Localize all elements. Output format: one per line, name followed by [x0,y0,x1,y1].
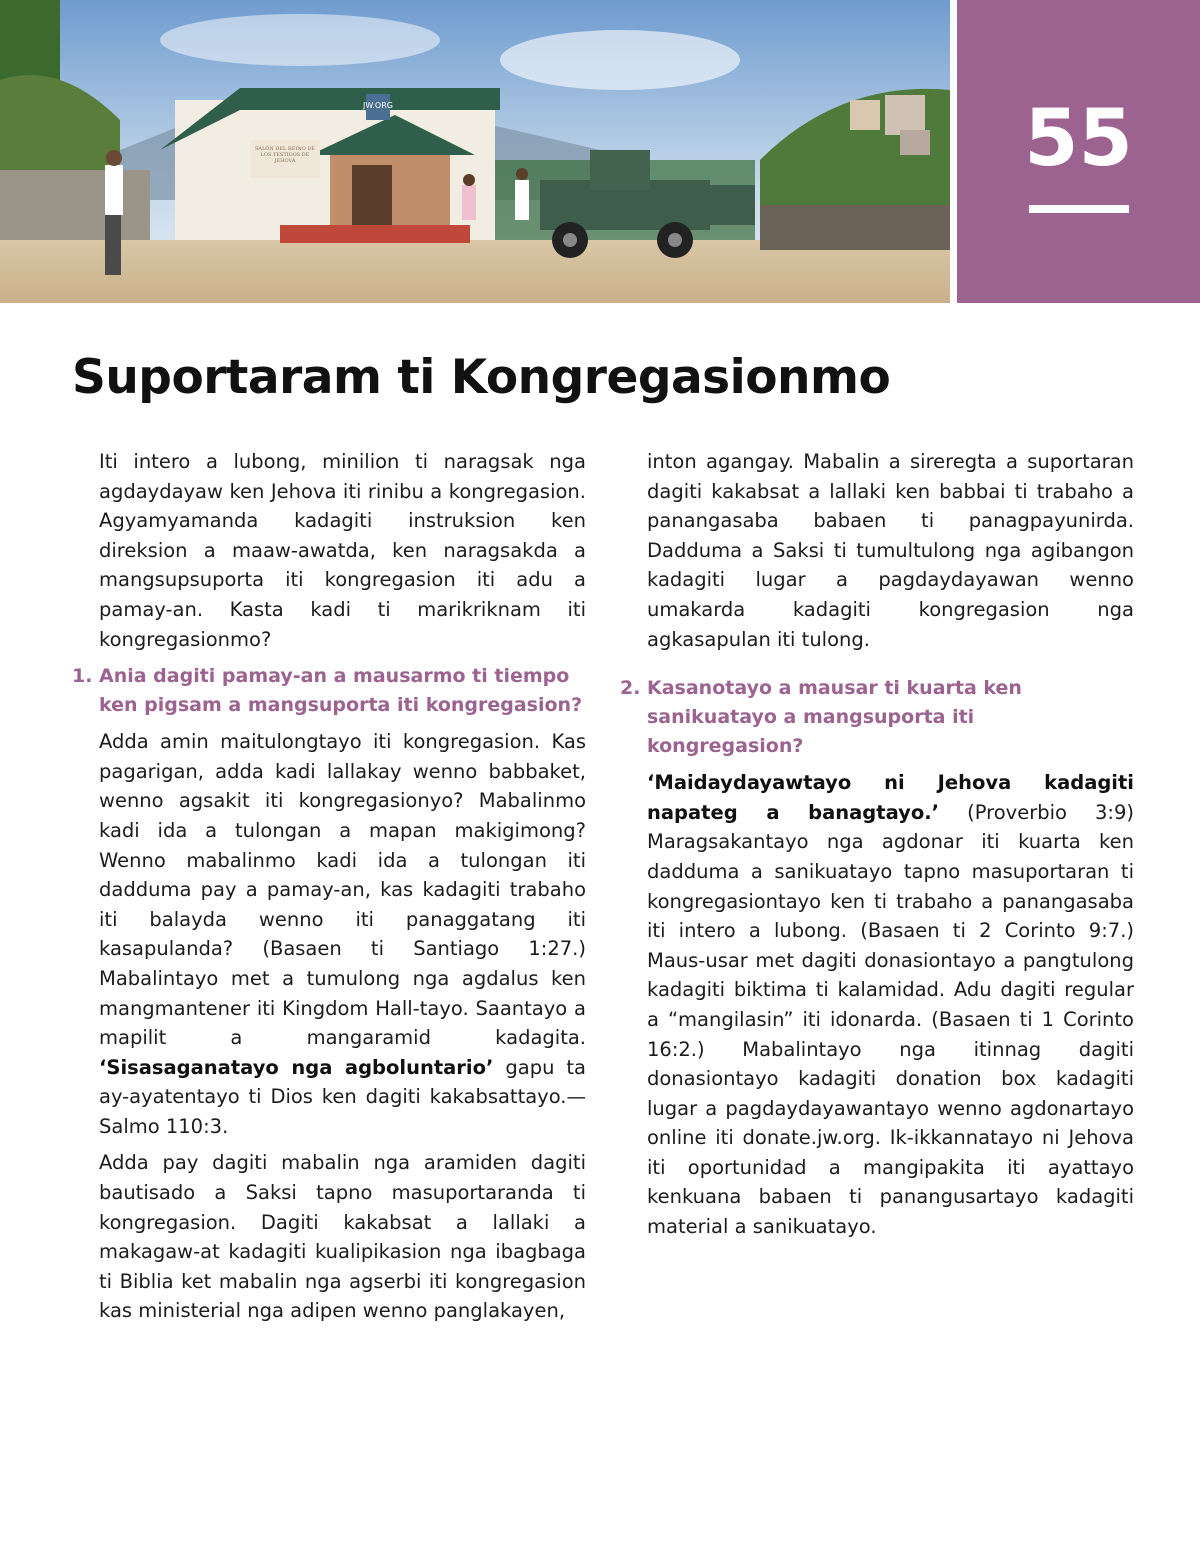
sign-text: SALÓN DEL REINO DE LOS TESTIGOS DE JEHOVÁ [254,146,316,164]
lesson-badge [957,0,1200,303]
question-2-number: 2. [620,677,641,700]
sign-logo: JW.ORG [363,101,393,110]
question-1 [72,662,586,720]
question-2 [620,674,1134,761]
lesson-number: 55 [1024,94,1133,184]
answer-1b-continued: inton agangay. Mabalin a sireregta a suportaran dagiti kakabsat a lallaki ken babbai ti trabaho a panangasaba babaen ti panagpayunirda. Dadduma a Saksi ti tumultulong nga agibangon kadagiti lugar a pagdaydayawan wenno umakarda kadagiti kongregasion nga agkasapulan iti tulong. [647,450,1134,651]
question-2-text: Kasanotayo a mausar ti kuarta ken sanikuatayo a mangsuporta iti kongregasion? [647,677,1022,758]
lesson-rule [1029,205,1129,213]
answer-1b-paragraph: Adda pay dagiti mabalin nga aramiden dagiti bautisado a Saksi tapno masuportaranda ti kongregasion. Dagiti kakabsat a lallaki a makagaw-at kadagiti kualipikasion nga ibagbaga ti Biblia ket mabalin nga agserbi iti kongregasion kas ministerial nga adipen wenno panglakayen, [99,1151,586,1323]
answer-2-text: (Proverbio 3:9) Maragsakantayo nga agdonar iti kuarta ken dadduma a sanikuatayo tapno masuportaran ti kongregasiontayo ken ti trabaho a panangasaba iti intero a lubong. (Basaen ti 2 Corinto 9:7.) Maus-usar met dagiti donasiontayo a pangtulong kadagiti biktima ti kalamidad. Adu dagiti regular a “mangilasin” iti idonarda. (Basaen ti 1 Corinto 16:2.) Mabalintayo nga itinnag dagiti donasiontayo kadagiti donation box kadagiti lugar a pagdaydayawantayo wenno agdonartayo online iti donate.jw.org. Ik-ikkannatayo ni Jehova iti oportunidad a mangipakita iti ayattayo kenkuana babaen ti panangusartayo kadagiti material a sanikuatayo. [647,800,1134,1239]
answer-1-text-after: gapu ta ay-ayatentayo ti Dios ken dagiti kakabsattayo.—Salmo 110:3. [99,1055,586,1138]
answer-2-paragraph [620,768,1134,1242]
hero-image [0,0,950,303]
question-1-number: 1. [72,665,93,688]
answer-1-paragraph [72,727,586,1141]
answer-2-emphasis: ‘Maidaydayawtayo ni Jehova kadagiti napateg a banagtayo.’ [647,771,1134,824]
right-column [620,447,1134,1249]
page-title: Suportaram ti Kongregasionmo [72,350,891,405]
intro-paragraph: Iti intero a lubong, minilion ti naragsak nga agdaydayaw ken Jehova iti rinibu a kongregasion. Agyamyamanda kadagiti instruksion ken direksion a maaw-awatda, ken naragsakda a mangsupsuporta iti kongregasion iti adu a pamay-an. Kasta kadi ti marikriknam iti kongregasionmo? [99,450,586,651]
question-1-text: Ania dagiti pamay-an a mausarmo ti tiempo ken pigsam a mangsuporta iti kongregasion? [99,665,583,717]
answer-1-emphasis: ‘Sisasaganatayo nga agboluntario’ [99,1055,494,1079]
left-column [72,447,586,1333]
kingdom-hall-illustration [0,0,950,303]
answer-1-text-before: Adda amin maitulongtayo iti kongregasion. Kas pagarigan, adda kadi lallakay wenno babbaket, wenno agsakit iti kongregasionyo? Mabalinmo kadi ida a tulongan a mapan makigimong? Wenno mabalinmo kadi ida a tulongan iti dadduma pay a pamay-an, kas kadagiti trabaho iti balayda wenno iti panaggatang iti kasapulanda? (Basaen ti Santiago 1:27.) Mabalintayo met a tumulong nga agdalus ken mangmantener iti Kingdom Hall-tayo. Saantayo a mapilit a mangaramid kadagita. [99,730,586,1050]
